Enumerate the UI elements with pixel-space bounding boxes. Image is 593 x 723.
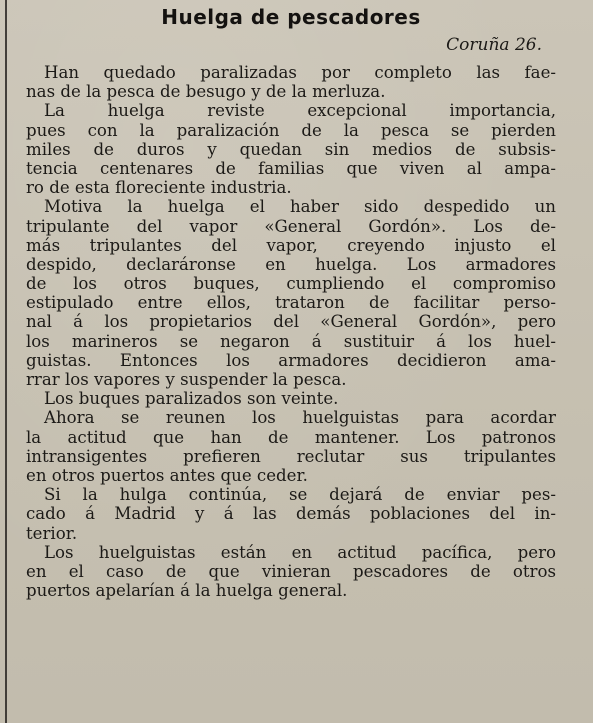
text-line: intransigentes prefieren reclutar sus tripulantes	[26, 446, 556, 466]
article-body	[26, 63, 556, 600]
article-paragraph	[26, 101, 556, 197]
text-line: nal á los propietarios del «General Gordón», pero	[26, 312, 556, 332]
article-paragraph	[26, 63, 556, 101]
text-line: los marineros se negaron á sustituir á los huel-	[26, 331, 556, 351]
text-line: pues con la paralización de la pesca se pierden	[26, 120, 556, 140]
article-paragraph	[26, 485, 556, 543]
text-line: estipulado entre ellos, trataron de facilitar perso-	[26, 293, 556, 313]
text-line: tencia centenares de familias que viven al ampa-	[26, 158, 556, 178]
text-line: de los otros buques, cumpliendo el compromiso	[26, 274, 556, 294]
text-line: Los huelguistas están en actitud pacífica, pero	[44, 542, 556, 562]
article-paragraph	[26, 197, 556, 389]
text-line: La huelga reviste excepcional importancia,	[44, 101, 556, 121]
text-line: miles de duros y quedan sin medios de subsis-	[26, 139, 556, 159]
text-line: despido, declaráronse en huelga. Los armadores	[26, 254, 556, 274]
text-line: tripulante del vapor «General Gordón». Los de-	[26, 216, 556, 236]
text-line: ro de esta floreciente industria.	[26, 178, 292, 198]
text-line: Ahora se reunen los huelguistas para acordar	[44, 408, 556, 428]
text-line: en otros puertos antes que ceder.	[26, 465, 308, 485]
text-line: en el caso de que vinieran pescadores de otros	[26, 561, 556, 581]
text-line: más tripulantes del vapor, creyendo injusto el	[26, 235, 556, 255]
text-line: Si la hulga continúa, se dejará de enviar pes-	[44, 485, 556, 505]
text-line: la actitud que han de mantener. Los patronos	[26, 427, 556, 447]
text-line: rrar los vapores y suspender la pesca.	[26, 370, 347, 389]
article-paragraph	[26, 389, 556, 408]
column-rule	[5, 0, 7, 723]
article-paragraph	[26, 543, 556, 601]
text-line: Han quedado paralizadas por completo las fae-	[44, 63, 556, 82]
article-dateline: Coruña 26.	[446, 35, 542, 55]
text-line: puertos apelarían á la huelga general.	[26, 581, 348, 601]
text-line: guistas. Entonces los armadores decidieron ama-	[26, 350, 556, 370]
text-line: nas de la pesca de besugo y de la merluza.	[26, 82, 386, 102]
text-line: Los buques paralizados son veinte.	[44, 389, 339, 409]
article-headline: Huelga de pescadores	[161, 5, 421, 29]
text-line: terior.	[26, 523, 78, 543]
text-line: cado á Madrid y á las demás poblaciones del in-	[26, 504, 556, 524]
text-line: Motiva la huelga el haber sido despedido un	[44, 197, 556, 217]
article-paragraph	[26, 408, 556, 485]
